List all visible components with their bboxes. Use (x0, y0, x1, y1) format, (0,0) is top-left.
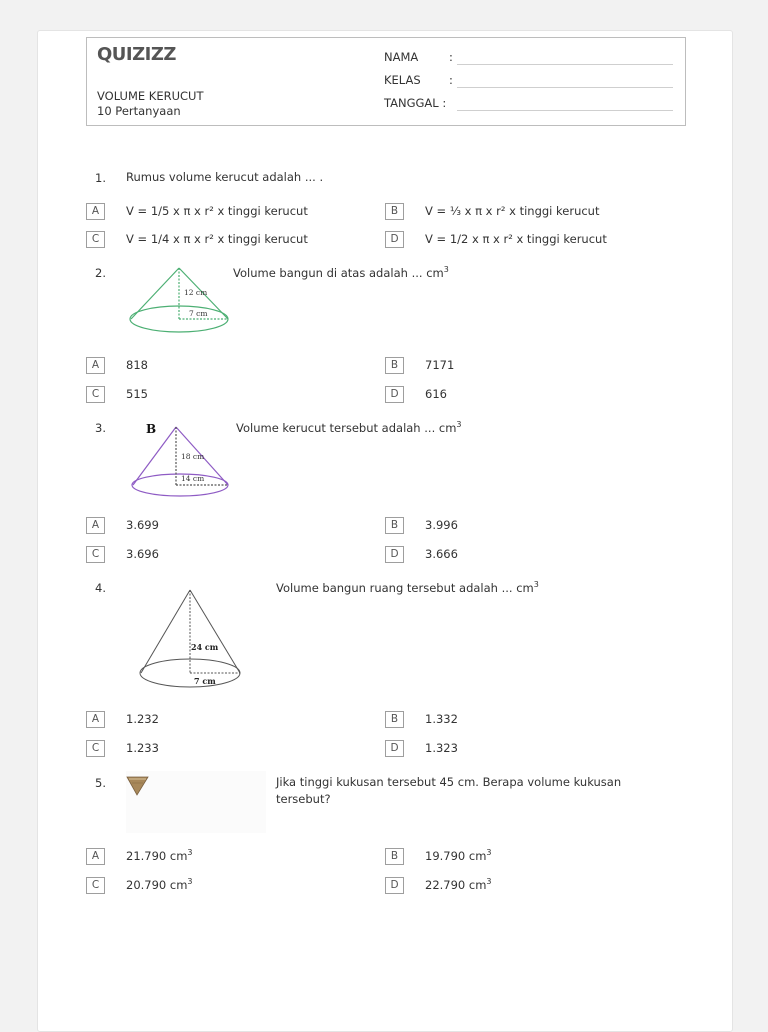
option-text[interactable]: 3.696 (126, 547, 159, 561)
option-letter-d[interactable]: D (385, 740, 404, 757)
option-letter-b[interactable]: B (385, 357, 404, 374)
option-text[interactable]: 818 (126, 358, 148, 372)
apex-label: B (146, 422, 157, 436)
option-text[interactable]: V = 1/4 x π x r² x tinggi kerucut (126, 232, 308, 246)
option-text[interactable]: V = ⅓ x π x r² x tinggi kerucut (425, 204, 600, 218)
option-text[interactable]: 20.790 $cm^3$ (126, 877, 193, 892)
option-text[interactable]: 3.996 (425, 518, 458, 532)
option-letter-c[interactable]: C (86, 546, 105, 563)
nama-line[interactable] (457, 64, 673, 65)
worksheet-header (86, 37, 686, 126)
cone-figure-green (126, 265, 236, 337)
question-number: 5. (95, 776, 106, 790)
option-text[interactable]: 19.790 $cm^3$ (425, 848, 492, 863)
option-text[interactable]: V = 1/2 x π x r² x tinggi kerucut (425, 232, 607, 246)
field-label-kelas: KELAS (384, 73, 421, 87)
question-count: 10 Pertanyaan (97, 104, 181, 118)
cone-figure-grey (138, 587, 250, 691)
option-letter-d[interactable]: D (385, 546, 404, 563)
option-text[interactable]: 3.666 (425, 547, 458, 561)
height-label: 12 cm (184, 288, 208, 297)
quiz-title: VOLUME KERUCUT (97, 89, 204, 103)
question-number: 4. (95, 581, 106, 595)
option-text[interactable]: 21.790 $cm^3$ (126, 848, 193, 863)
option-text[interactable]: 3.699 (126, 518, 159, 532)
field-colon: : (449, 73, 453, 87)
option-letter-a[interactable]: A (86, 203, 105, 220)
tanggal-line[interactable] (457, 110, 673, 111)
height-label: 24 cm (191, 642, 219, 652)
option-text[interactable]: 22.790 $cm^3$ (425, 877, 492, 892)
question-text: Volume bangun ruang tersebut adalah ... $cm^3$ (276, 580, 539, 595)
question-text: Jika tinggi kukusan tersebut 45 cm. Berapa volume kukusan tersebut? (276, 775, 622, 806)
option-text[interactable]: 1.323 (425, 741, 458, 755)
option-letter-d[interactable]: D (385, 877, 404, 894)
cone-figure-purple (128, 417, 240, 501)
kelas-line[interactable] (457, 87, 673, 88)
question-number: 2. (95, 266, 106, 280)
option-letter-a[interactable]: A (86, 711, 105, 728)
worksheet-page (37, 30, 733, 1032)
option-letter-c[interactable]: C (86, 386, 105, 403)
field-label-tanggal: TANGGAL : (384, 96, 447, 110)
option-letter-b[interactable]: B (385, 203, 404, 220)
option-text[interactable]: V = 1/5 x π x r² x tinggi kerucut (126, 204, 308, 218)
option-text[interactable]: 515 (126, 387, 148, 401)
option-letter-c[interactable]: C (86, 740, 105, 757)
option-text[interactable]: 1.233 (126, 741, 159, 755)
option-letter-d[interactable]: D (385, 231, 404, 248)
option-text[interactable]: 7171 (425, 358, 455, 372)
radius-label: 7 cm (189, 309, 208, 318)
question-text: Volume bangun di atas adalah ... $cm^3$ (233, 265, 449, 280)
option-letter-a[interactable]: A (86, 848, 105, 865)
question-number: 1. (95, 171, 106, 185)
radius-label: 14 cm (181, 474, 205, 483)
option-letter-c[interactable]: C (86, 231, 105, 248)
field-colon: : (449, 50, 453, 64)
option-text[interactable]: 616 (425, 387, 447, 401)
question-text: Rumus volume kerucut adalah ... . (126, 170, 324, 184)
height-label: 18 cm (181, 452, 205, 461)
radius-label: 7 cm (194, 676, 216, 686)
question-text: Volume kerucut tersebut adalah ... $cm^3$ (236, 420, 462, 435)
option-text[interactable]: 1.232 (126, 712, 159, 726)
option-letter-b[interactable]: B (385, 517, 404, 534)
quizizz-logo: QUIZIZZ (97, 44, 176, 65)
kukusan-cone-icon (126, 771, 266, 833)
option-letter-a[interactable]: A (86, 517, 105, 534)
question-number: 3. (95, 421, 106, 435)
option-letter-d[interactable]: D (385, 386, 404, 403)
field-label-nama: NAMA (384, 50, 419, 64)
option-letter-a[interactable]: A (86, 357, 105, 374)
option-letter-b[interactable]: B (385, 848, 404, 865)
option-letter-b[interactable]: B (385, 711, 404, 728)
option-text[interactable]: 1.332 (425, 712, 458, 726)
option-letter-c[interactable]: C (86, 877, 105, 894)
